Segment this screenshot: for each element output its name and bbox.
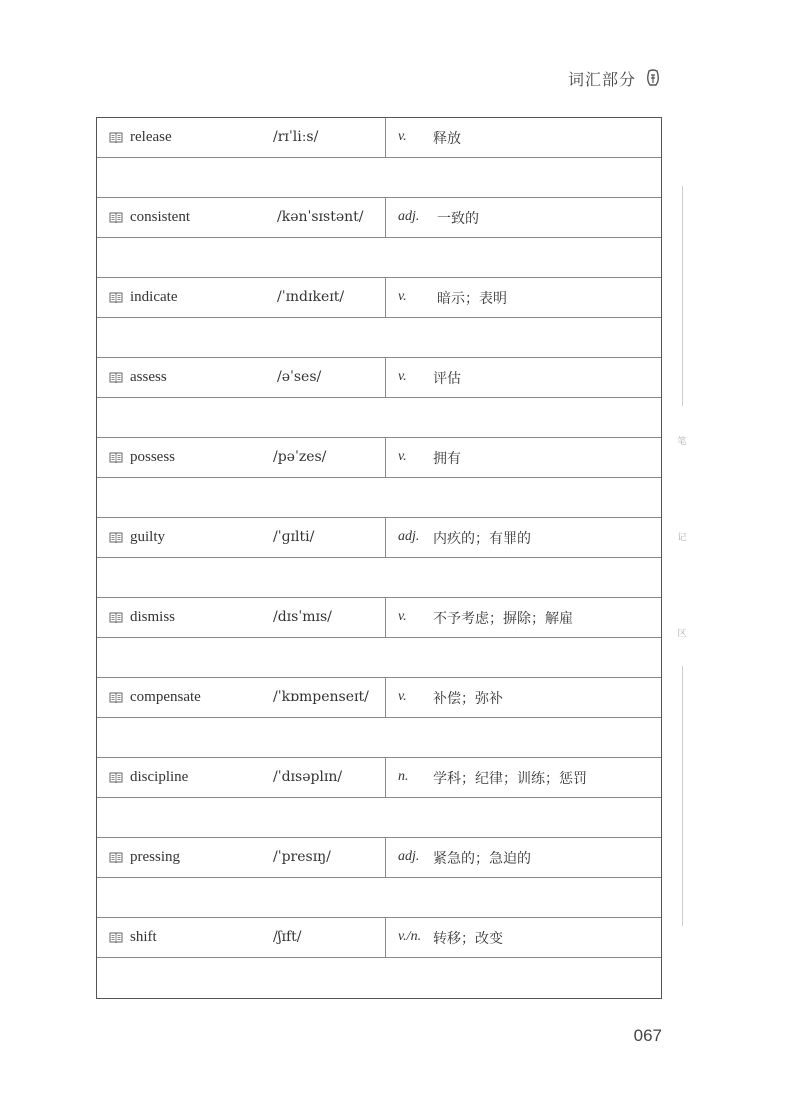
vocab-meaning: 内疚的；有罪的: [433, 531, 531, 547]
vocab-word: dismiss: [130, 609, 176, 625]
vocab-part-of-speech: v.: [398, 609, 407, 624]
book-icon: [109, 132, 123, 143]
vocab-row: [97, 838, 661, 878]
vocab-word: discipline: [130, 769, 189, 785]
vocab-part-of-speech: v./n.: [398, 929, 422, 944]
vocab-meaning: 拥有: [433, 451, 461, 467]
book-icon: [109, 452, 123, 463]
vocab-word: indicate: [130, 289, 178, 305]
vocab-row: [97, 598, 661, 638]
vocab-part-of-speech: v.: [398, 369, 407, 384]
vocab-part-of-speech: n.: [398, 769, 409, 784]
vocab-phonetic: /ˈpresɪŋ/: [273, 849, 331, 865]
note-blank-row: [97, 798, 661, 838]
vocab-phonetic: /ˈɪndɪkeɪt/: [277, 289, 345, 305]
vocab-row: [97, 358, 661, 398]
vocab-word: guilty: [130, 529, 166, 545]
vocab-phonetic: /rɪˈliːs/: [273, 129, 319, 145]
vocab-word: possess: [130, 449, 176, 465]
note-blank-row: [97, 318, 661, 358]
vocab-phonetic: /dɪsˈmɪs/: [273, 609, 332, 625]
vocab-word: release: [130, 129, 172, 145]
note-blank-row: [97, 558, 661, 598]
book-icon: [109, 372, 123, 383]
vocab-word: compensate: [130, 689, 201, 705]
vocab-row: [97, 118, 661, 158]
vocab-row: [97, 278, 661, 318]
vocab-phonetic: /ˈkɒmpenseɪt/: [273, 689, 369, 705]
vocab-word: assess: [130, 369, 167, 385]
vocab-row: [97, 678, 661, 718]
vocab-meaning: 评估: [433, 371, 461, 387]
vocab-part-of-speech: adj.: [398, 529, 420, 544]
vocab-meaning: 暗示；表明: [437, 291, 507, 307]
side-divider: [682, 666, 683, 926]
vocab-meaning: 补偿；弥补: [433, 691, 503, 707]
vocabulary-table: [96, 117, 662, 999]
page-number: 067: [633, 1026, 662, 1045]
vocab-phonetic: /əˈses/: [277, 369, 322, 385]
vocab-row: [97, 198, 661, 238]
book-icon: [109, 212, 123, 223]
note-blank-row: [97, 398, 661, 438]
book-icon: [109, 532, 123, 543]
note-blank-row: [97, 958, 661, 998]
vocab-word: shift: [130, 929, 157, 945]
vocab-phonetic: /kənˈsɪstənt/: [277, 209, 364, 225]
book-icon: [109, 932, 123, 943]
vocab-phonetic: /ˈdɪsəplɪn/: [273, 769, 343, 785]
book-icon: [109, 612, 123, 623]
note-blank-row: [97, 718, 661, 758]
vocab-meaning: 释放: [433, 131, 461, 147]
vocab-meaning: 紧急的；急迫的: [433, 851, 531, 867]
vocab-phonetic: /pəˈzes/: [273, 449, 327, 465]
side-label-char: 笔: [677, 437, 687, 447]
book-icon: [109, 292, 123, 303]
vocab-meaning: 转移；改变: [433, 931, 503, 947]
side-divider: [682, 186, 683, 406]
vocab-part-of-speech: v.: [398, 449, 407, 464]
vocab-row: [97, 758, 661, 798]
side-label-char: 记: [677, 533, 687, 543]
note-blank-row: [97, 238, 661, 278]
vocab-part-of-speech: v.: [398, 129, 407, 144]
vocab-meaning: 学科；纪律；训练；惩罚: [433, 771, 587, 787]
vocab-word: pressing: [130, 849, 180, 865]
book-icon: [109, 772, 123, 783]
note-blank-row: [97, 158, 661, 198]
note-blank-row: [97, 638, 661, 678]
vocab-meaning: 不予考虑；摒除；解雇: [433, 611, 573, 627]
vocab-phonetic: /ˈɡɪlti/: [273, 529, 315, 545]
vocab-phonetic: /ʃɪft/: [273, 929, 302, 945]
vocab-row: [97, 918, 661, 958]
side-label-char: 区: [677, 629, 687, 639]
vocab-part-of-speech: adj.: [398, 209, 420, 224]
note-blank-row: [97, 878, 661, 918]
vocab-part-of-speech: v.: [398, 689, 407, 704]
page-header: [568, 64, 660, 92]
vocab-meaning: 一致的: [437, 211, 479, 227]
vocab-word: consistent: [130, 209, 190, 225]
section-title: 词汇部分: [567, 69, 636, 89]
notes-area-label: [676, 186, 688, 926]
brand-logo-icon: [646, 69, 660, 87]
book-icon: [109, 692, 123, 703]
note-blank-row: [97, 478, 661, 518]
vocab-row: [97, 438, 661, 478]
vocab-part-of-speech: adj.: [398, 849, 420, 864]
vocab-row: [97, 518, 661, 558]
book-icon: [109, 852, 123, 863]
vocab-part-of-speech: v.: [398, 289, 407, 304]
